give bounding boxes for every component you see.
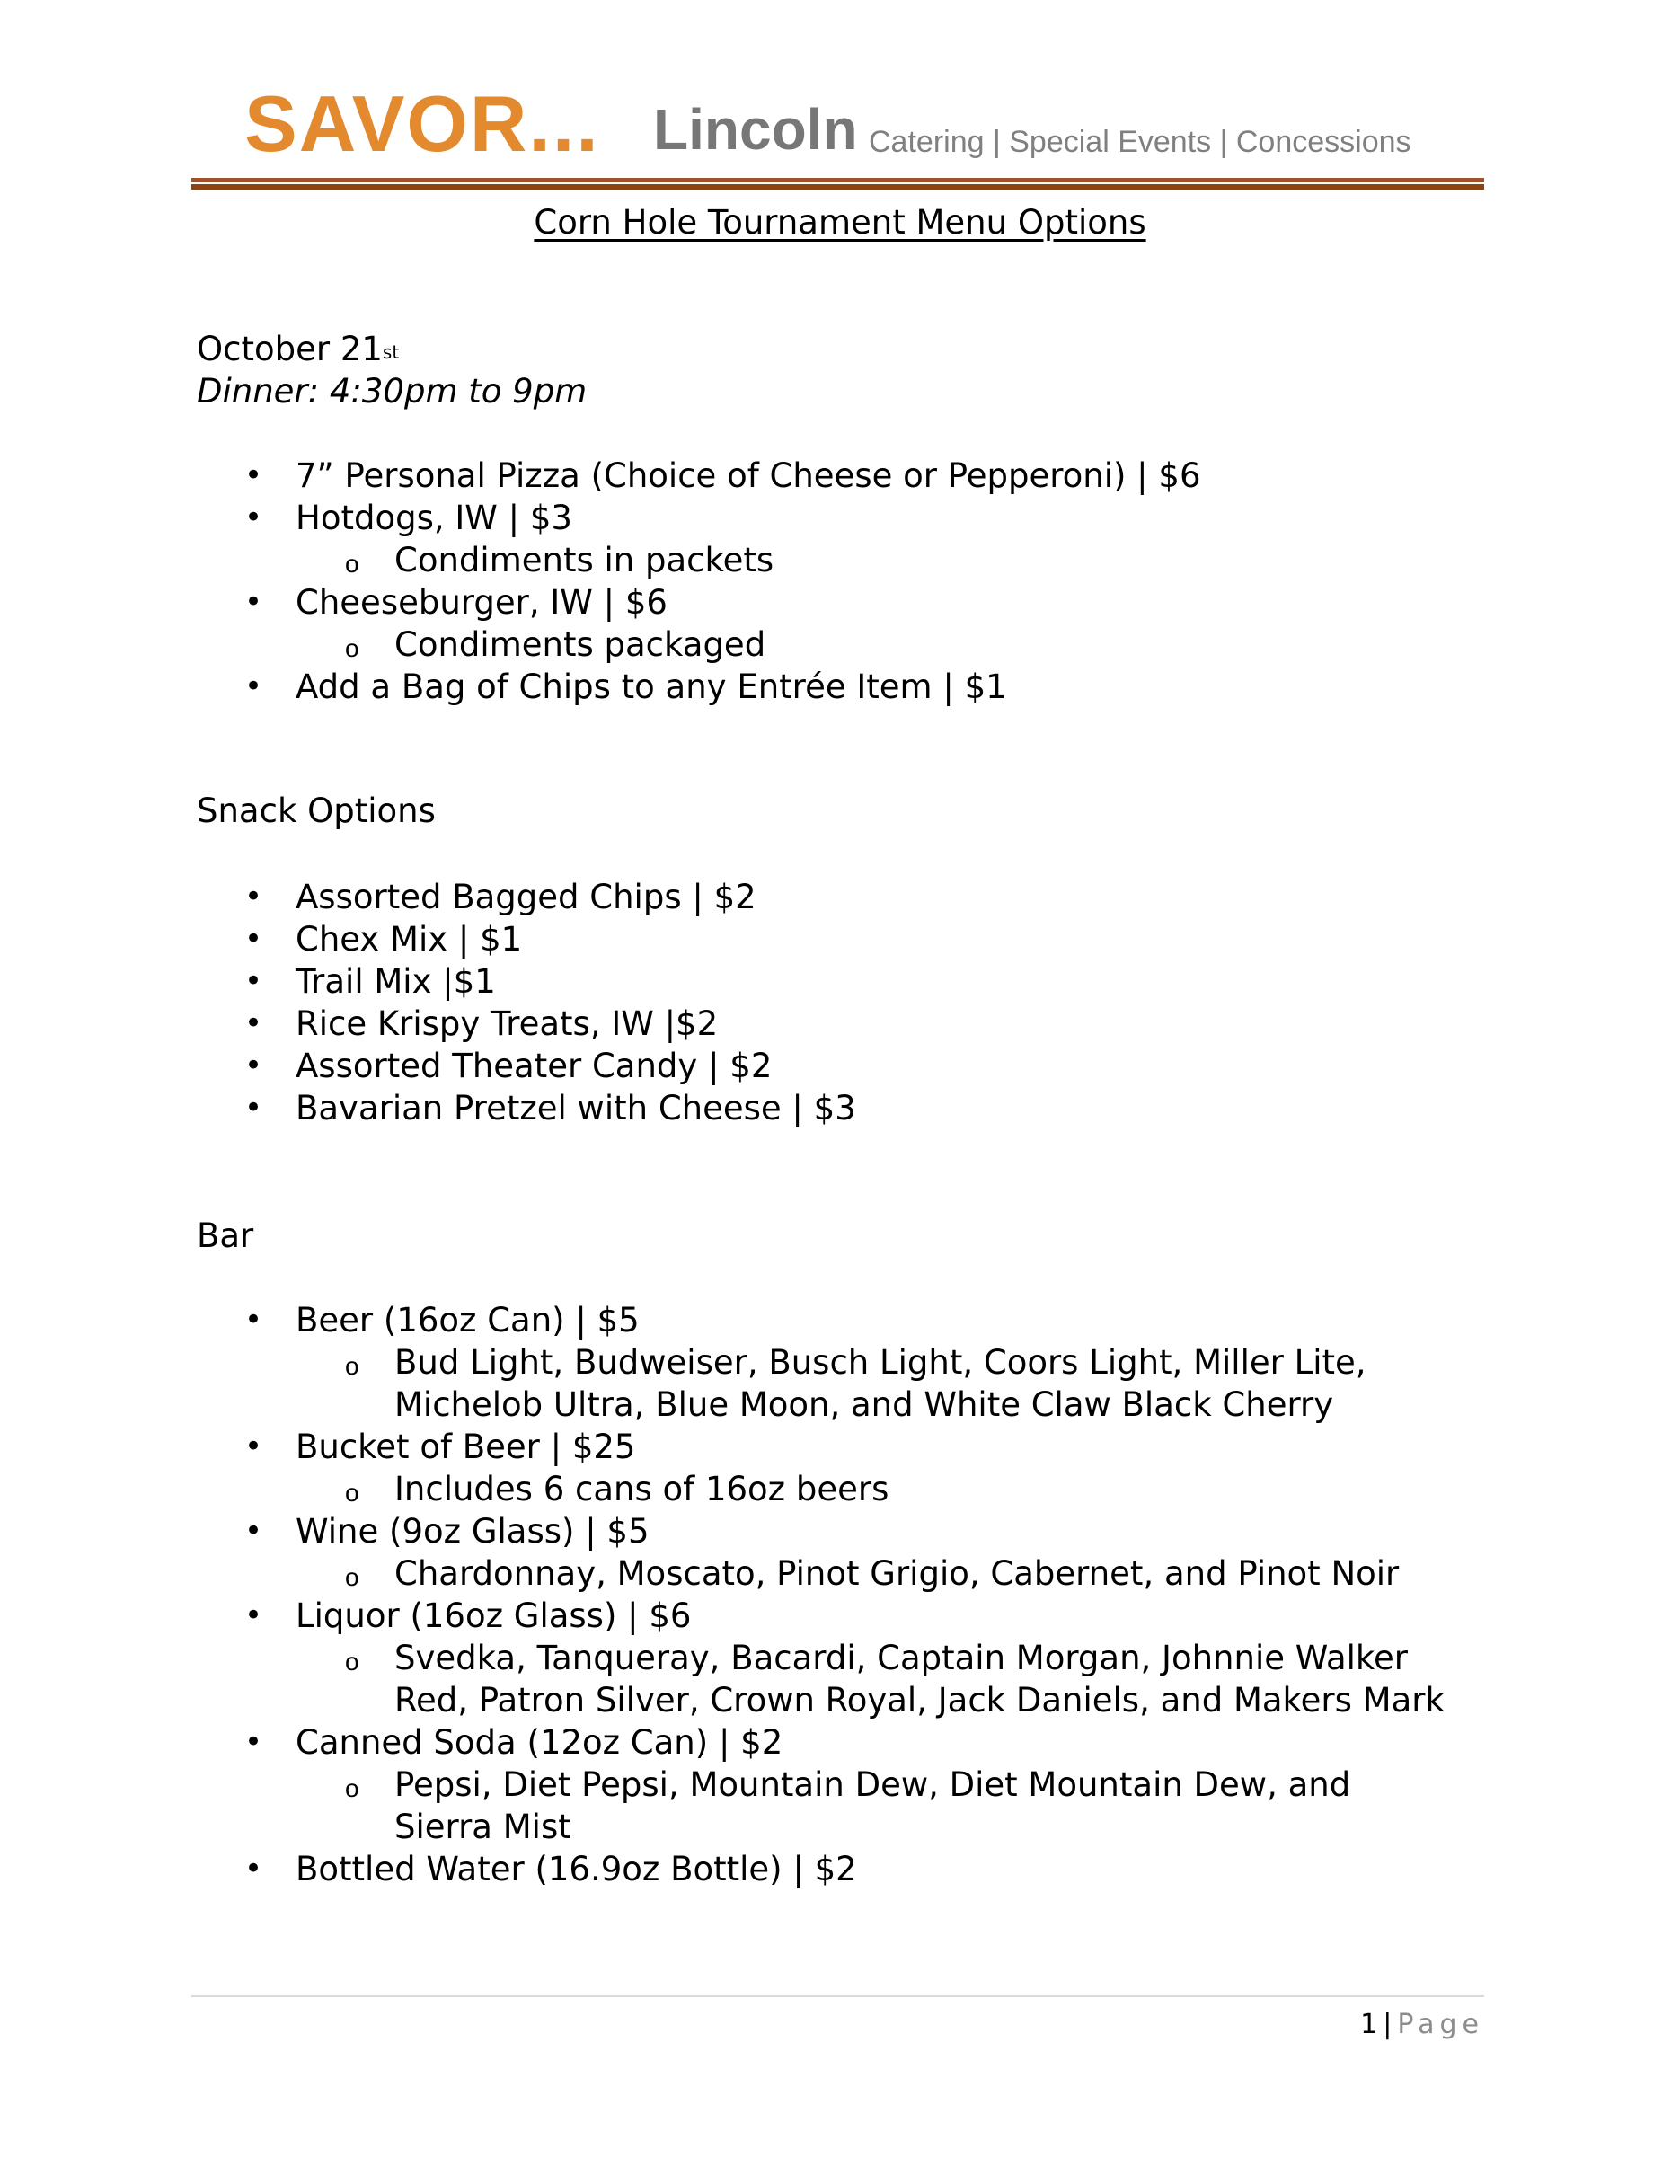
brand-tagline: Catering | Special Events | Concessions — [869, 125, 1411, 159]
document-title: Corn Hole Tournament Menu Options — [534, 203, 1146, 242]
menu-item — [0, 666, 1680, 708]
snack-section-heading: Snack Options — [197, 791, 436, 830]
menu-item — [0, 1299, 1680, 1426]
page-number: 1 — [1360, 2009, 1378, 2040]
menu-item — [0, 1426, 1680, 1510]
bar-section-heading: Bar — [197, 1216, 254, 1255]
snack-menu-list — [0, 876, 1680, 1129]
menu-subitem: o Condiments in packets — [296, 539, 1680, 581]
page-word: Page — [1397, 2009, 1484, 2040]
menu-item-label: Add a Bag of Chips to any Entrée Item | $1 — [296, 668, 1007, 706]
menu-subitem: o Chardonnay, Moscato, Pinot Grigio, Cabernet, and Pinot Noir — [296, 1552, 1680, 1595]
page-footer — [1360, 2007, 1484, 2043]
menu-subitem: o Pepsi, Diet Pepsi, Mountain Dew, Diet Mountain Dew, and Sierra Mist — [296, 1764, 1680, 1848]
menu-item: • Trail Mix |$1 — [0, 960, 1680, 1003]
menu-item — [0, 455, 1680, 497]
menu-item: • Assorted Bagged Chips | $2 — [0, 876, 1680, 918]
menu-item — [0, 1510, 1680, 1595]
menu-item — [0, 1721, 1680, 1848]
menu-item-label: Cheeseburger, IW | $6 — [296, 583, 668, 622]
menu-item: • Bavarian Pretzel with Cheese | $3 — [0, 1087, 1680, 1129]
event-date — [197, 328, 399, 370]
menu-item-label: Beer (16oz Can) | $5 — [296, 1301, 640, 1340]
menu-subitem: o Bud Light, Budweiser, Busch Light, Coors Light, Miller Lite, Michelob Ultra, Blue Moon, and White Claw Black Cherry — [296, 1341, 1680, 1426]
menu-item-label: Bottled Water (16.9oz Bottle) | $2 — [296, 1850, 857, 1888]
footer-rule — [191, 1995, 1484, 1997]
menu-item-label: Wine (9oz Glass) | $5 — [296, 1512, 650, 1551]
menu-sublist — [0, 623, 1680, 666]
letterhead — [244, 79, 1502, 169]
menu-item — [0, 1595, 1680, 1721]
menu-item-label: Liquor (16oz Glass) | $6 — [296, 1596, 692, 1635]
menu-subitem: o Includes 6 cans of 16oz beers — [296, 1468, 1680, 1510]
dinner-menu-list — [0, 455, 1680, 708]
menu-sublist — [0, 1552, 1680, 1595]
footer-separator: | — [1383, 2009, 1393, 2040]
menu-sublist — [0, 1341, 1680, 1426]
menu-item-label: Bucket of Beer | $25 — [296, 1428, 636, 1466]
menu-sublist — [0, 1637, 1680, 1721]
brand-city: Lincoln — [653, 97, 858, 162]
dinner-hours: Dinner: 4:30pm to 9pm — [197, 372, 588, 411]
menu-subitem: o Condiments packaged — [296, 623, 1680, 666]
menu-sublist — [0, 1764, 1680, 1848]
event-date-text: October 21 — [197, 330, 383, 368]
menu-item: • Chex Mix | $1 — [0, 918, 1680, 960]
menu-item — [0, 1848, 1680, 1890]
menu-item-label: Hotdogs, IW | $3 — [296, 499, 572, 537]
menu-item-label: Canned Soda (12oz Can) | $2 — [296, 1723, 783, 1762]
header-rule-thick — [191, 184, 1484, 190]
bar-menu-list — [0, 1299, 1680, 1890]
menu-item — [0, 581, 1680, 666]
event-date-suffix: st — [382, 341, 400, 363]
menu-item: • Rice Krispy Treats, IW |$2 — [0, 1003, 1680, 1045]
menu-item — [0, 497, 1680, 581]
menu-sublist — [0, 539, 1680, 581]
menu-subitem: o Svedka, Tanqueray, Bacardi, Captain Morgan, Johnnie Walker Red, Patron Silver, Crown Royal, Jack Daniels, and Makers Mark — [296, 1637, 1680, 1721]
menu-item-label: 7” Personal Pizza (Choice of Cheese or Pepperoni) | $6 — [296, 456, 1201, 495]
menu-item: • Assorted Theater Candy | $2 — [0, 1045, 1680, 1087]
brand-logo-text: SAVOR... — [244, 79, 600, 168]
menu-sublist — [0, 1468, 1680, 1510]
header-rule-thin — [191, 178, 1484, 182]
